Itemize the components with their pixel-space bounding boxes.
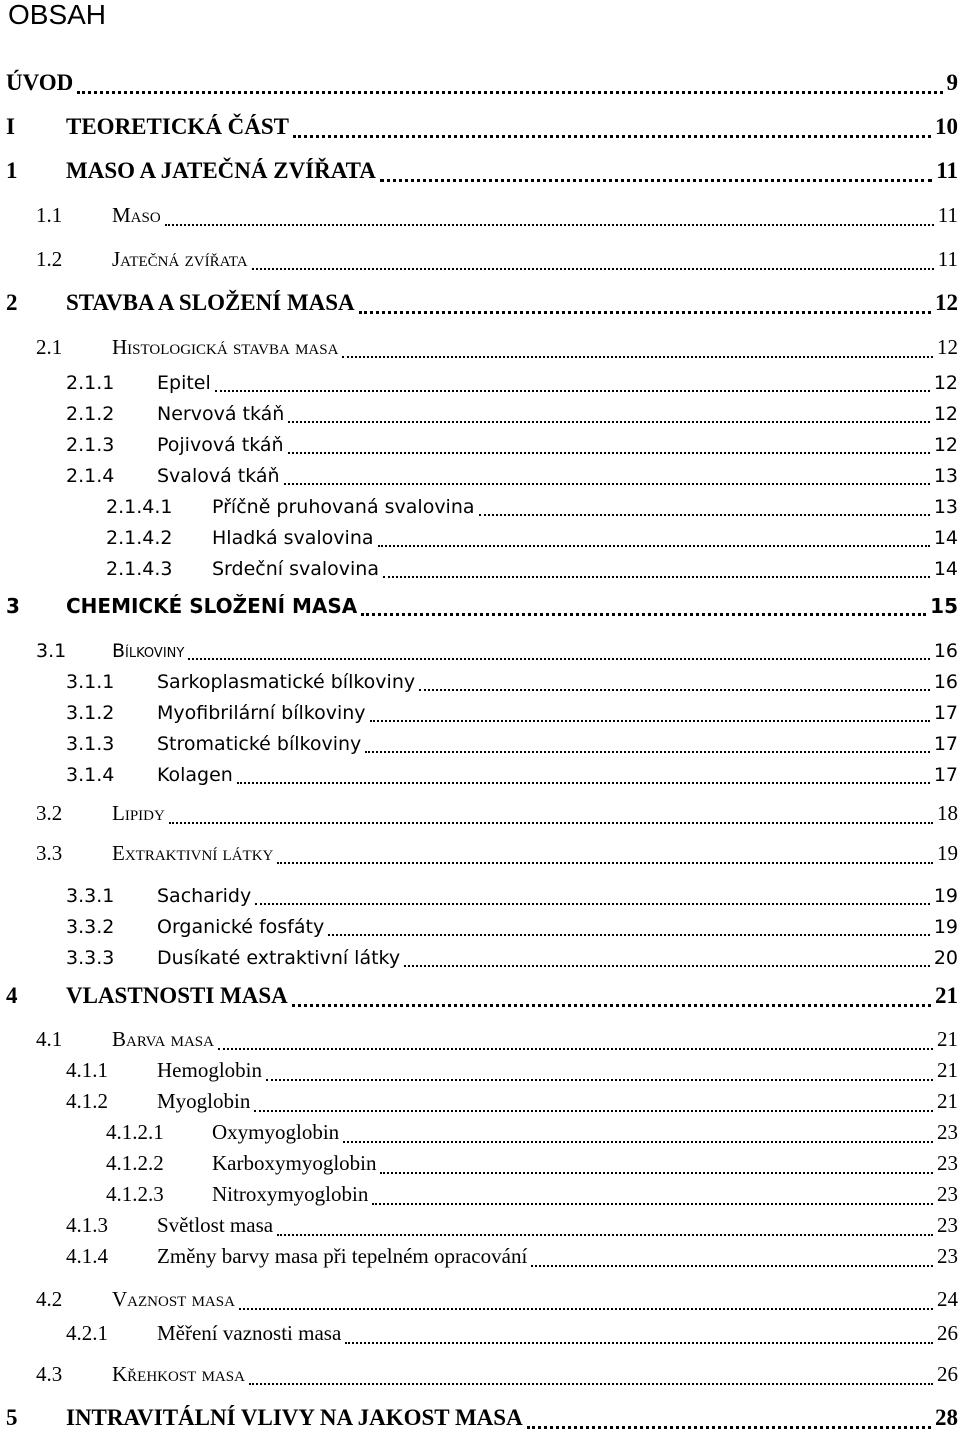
toc-entry-page: 23: [937, 1182, 958, 1206]
toc-entry-label: Svalová tkáň: [157, 465, 280, 487]
toc-entry-number: 4.1.3: [66, 1213, 108, 1237]
toc-entry[interactable]: [0, 114, 958, 144]
toc-entry[interactable]: [0, 1243, 958, 1273]
toc-entry[interactable]: [0, 492, 958, 522]
dot-leader: [293, 135, 931, 138]
toc-entry-number: 4.2: [36, 1287, 63, 1311]
toc-entry-number: 2.1.1: [66, 372, 115, 394]
toc-entry-page: 23: [937, 1120, 958, 1144]
toc-entry[interactable]: [0, 1212, 958, 1242]
toc-entry[interactable]: [0, 202, 958, 232]
toc-entry[interactable]: [0, 1320, 958, 1350]
toc-entry-label: Extraktivní látky: [112, 841, 274, 865]
toc-entry-label: Dusíkaté extraktivní látky: [157, 947, 401, 969]
toc-entry-number: 3.1.1: [66, 671, 115, 693]
toc-entry-page: 26: [937, 1362, 958, 1386]
toc-entry-page: 12: [937, 335, 958, 359]
dot-leader: [343, 1141, 933, 1143]
toc-entry[interactable]: [0, 334, 958, 364]
toc-entry[interactable]: [0, 881, 958, 911]
toc-entry-label: Srdeční svalovina: [212, 558, 379, 580]
toc-entry-page: 17: [933, 764, 958, 786]
dot-leader: [372, 1203, 933, 1205]
toc-entry-number: 4.1.4: [66, 1244, 108, 1268]
toc-entry-label: Nervová tkáň: [157, 403, 285, 425]
toc-entry-label: Měření vaznosti masa: [157, 1321, 342, 1345]
toc-entry-label: Nitroxymyoglobin: [212, 1182, 369, 1206]
dot-leader: [292, 1004, 931, 1007]
toc-entry-label: Histologická stavba masa: [112, 335, 339, 359]
toc-entry-label: Myoglobin: [157, 1089, 251, 1113]
toc-entry-number: 2: [6, 290, 18, 315]
toc-entry-label: Bílkoviny: [112, 640, 185, 662]
toc-entry-number: 2.1.4.2: [106, 527, 173, 549]
toc-entry-number: 2.1.4.1: [106, 496, 173, 518]
toc-entry-number: ÚVOD: [6, 70, 74, 95]
dot-leader: [288, 452, 930, 454]
toc-entry-page: 12: [933, 434, 958, 456]
toc-entry-number: 4.1.2.1: [106, 1120, 164, 1144]
toc-entry-number: 3.3: [36, 841, 63, 865]
toc-entry-number: 4.1.2: [66, 1089, 108, 1113]
dot-leader: [277, 1234, 933, 1236]
toc-entry[interactable]: [0, 729, 958, 759]
dot-leader: [266, 1079, 933, 1081]
toc-entry-label: Hladká svalovina: [212, 527, 374, 549]
toc-entry-number: 3: [6, 594, 20, 618]
toc-entry-label: Maso: [112, 203, 161, 227]
toc-entry-number: 3.1.4: [66, 764, 115, 786]
toc-entry-page: 21: [937, 1027, 958, 1051]
toc-entry-label: Epitel: [157, 372, 211, 394]
toc-entry-number: 4: [6, 983, 18, 1008]
toc-entry-label: Myofibrilární bílkoviny: [157, 702, 366, 724]
dot-leader: [419, 689, 930, 691]
toc-entry-label: Pojivová tkáň: [157, 434, 284, 456]
dot-leader: [218, 1048, 933, 1050]
toc-entry-label: Organické fosfáty: [157, 916, 325, 938]
toc-entry[interactable]: [0, 912, 958, 942]
toc-entry-number: 1: [6, 158, 18, 183]
toc-entry-number: 5: [6, 1405, 18, 1430]
toc-entry[interactable]: [0, 1119, 958, 1149]
dot-leader: [380, 1172, 933, 1174]
toc-entry-number: 2.1.4.3: [106, 558, 173, 580]
toc-entry-page: 9: [946, 70, 958, 95]
toc-entry[interactable]: [0, 523, 958, 553]
dot-leader: [527, 1426, 931, 1429]
dot-leader: [237, 782, 930, 784]
toc-entry-number: 4.1: [36, 1027, 63, 1051]
toc-entry-number: 4.1.1: [66, 1058, 108, 1082]
toc-entry-number: 4.1.2.3: [106, 1182, 164, 1206]
toc-entry-label: Jatečná zvířata: [112, 247, 248, 271]
toc-entry-page: 14: [933, 527, 958, 549]
toc-entry-label: Změny barvy masa při tepelném opracování: [157, 1244, 528, 1268]
toc-entry[interactable]: [0, 246, 958, 276]
toc-entry[interactable]: [0, 800, 958, 830]
toc-entry-label: VLASTNOSTI MASA: [66, 983, 288, 1008]
dot-leader: [404, 965, 930, 967]
dot-leader: [361, 613, 926, 616]
dot-leader: [345, 1342, 933, 1344]
page-title: OBSAH: [8, 0, 107, 30]
toc-entry-number: 3.1: [36, 640, 67, 662]
toc-entry-page: 28: [935, 1405, 958, 1430]
dot-leader: [328, 934, 930, 936]
dot-leader: [284, 483, 930, 485]
dot-leader: [188, 658, 930, 660]
toc-entry-number: 2.1.4: [66, 465, 115, 487]
dot-leader: [365, 751, 930, 753]
toc-entry-label: Barva masa: [112, 1027, 214, 1051]
toc-entry[interactable]: [0, 760, 958, 790]
dot-leader: [359, 311, 931, 314]
toc-entry-number: 3.2: [36, 801, 63, 825]
toc-entry-label: Karboxymyoglobin: [212, 1151, 377, 1175]
dot-leader: [254, 1110, 933, 1112]
toc-entry-page: 13: [933, 496, 958, 518]
toc-entry-label: Vaznost masa: [112, 1287, 235, 1311]
dot-leader: [252, 268, 934, 270]
toc-entry-page: 16: [933, 671, 958, 693]
toc-entry-page: 12: [933, 403, 958, 425]
toc-entry[interactable]: [0, 1026, 958, 1056]
dot-leader: [479, 514, 930, 516]
toc-entry-number: 1.1: [36, 203, 63, 227]
toc-entry[interactable]: [0, 1361, 958, 1391]
dot-leader: [255, 903, 930, 905]
toc-entry[interactable]: [0, 667, 958, 697]
toc-entry-number: I: [6, 114, 15, 139]
toc-entry-page: 16: [933, 640, 958, 662]
toc-entry-page: 26: [937, 1321, 958, 1345]
toc-entry-number: 3.3.3: [66, 947, 115, 969]
dot-leader: [277, 862, 933, 864]
toc-entry-page: 21: [937, 1058, 958, 1082]
toc-entry[interactable]: [0, 399, 958, 429]
toc-entry-number: 2.1.2: [66, 403, 115, 425]
toc-entry-page: 21: [935, 983, 958, 1008]
toc-entry[interactable]: [0, 636, 958, 666]
toc-entry[interactable]: [0, 430, 958, 460]
toc-entry[interactable]: [0, 70, 958, 100]
dot-leader: [215, 390, 930, 392]
toc-entry-page: 23: [937, 1213, 958, 1237]
toc-entry-page: 10: [935, 114, 958, 139]
toc-entry[interactable]: [0, 1286, 958, 1316]
toc-entry[interactable]: [0, 554, 958, 584]
toc-entry-label: Sacharidy: [157, 885, 252, 907]
toc-entry-page: 23: [937, 1151, 958, 1175]
toc-entry-label: Příčně pruhovaná svalovina: [212, 496, 475, 518]
dot-leader: [342, 356, 933, 358]
toc-entry[interactable]: [0, 368, 958, 398]
toc-entry[interactable]: [0, 983, 958, 1013]
dot-leader: [249, 1383, 933, 1385]
dot-leader: [370, 720, 930, 722]
dot-leader: [378, 545, 930, 547]
toc-entry-label: INTRAVITÁLNÍ VLIVY NA JAKOST MASA: [66, 1405, 523, 1430]
toc-entry-number: 2.1: [36, 335, 63, 359]
toc-entry-number: 4.2.1: [66, 1321, 108, 1345]
toc-entry[interactable]: [0, 1150, 958, 1180]
toc-entry-page: 13: [933, 465, 958, 487]
toc-entry-page: 15: [930, 594, 958, 618]
toc-entry-page: 11: [936, 158, 958, 183]
toc-entry-label: Lipidy: [112, 801, 165, 825]
toc-entry[interactable]: [0, 1088, 958, 1118]
toc-entry-label: Křehkost masa: [112, 1362, 245, 1386]
toc-entry-page: 12: [935, 290, 958, 315]
toc-entry[interactable]: [0, 840, 958, 870]
toc-entry-label: Oxymyoglobin: [212, 1120, 340, 1144]
toc-entry-label: MASO A JATEČNÁ ZVÍŘATA: [66, 158, 376, 183]
toc-entry-page: 18: [937, 801, 958, 825]
dot-leader: [77, 91, 943, 94]
toc-entry-number: 3.1.2: [66, 702, 115, 724]
toc-entry-page: 24: [937, 1287, 958, 1311]
toc-entry-label: Kolagen: [157, 764, 233, 786]
toc-entry[interactable]: [0, 1181, 958, 1211]
toc-entry-label: CHEMICKÉ SLOŽENÍ MASA: [66, 594, 358, 618]
toc-entry-number: 4.3: [36, 1362, 63, 1386]
dot-leader: [380, 179, 932, 182]
toc-entry-page: 23: [937, 1244, 958, 1268]
toc-entry-number: 3.3.2: [66, 916, 115, 938]
toc-entry-page: 21: [937, 1089, 958, 1113]
toc-entry-number: 1.2: [36, 247, 63, 271]
toc-entry[interactable]: [0, 158, 958, 188]
toc-entry-page: 12: [933, 372, 958, 394]
toc-entry[interactable]: [0, 698, 958, 728]
dot-leader: [239, 1308, 933, 1310]
toc-entry-label: STAVBA A SLOŽENÍ MASA: [66, 290, 355, 315]
toc-entry-label: Stromatické bílkoviny: [157, 733, 362, 755]
toc-entry-page: 19: [933, 885, 958, 907]
toc-entry-label: Sarkoplasmatické bílkoviny: [157, 671, 416, 693]
dot-leader: [165, 224, 934, 226]
toc-entry[interactable]: [0, 1405, 958, 1435]
dot-leader: [383, 576, 930, 578]
toc-entry-number: 2.1.3: [66, 434, 115, 456]
toc-entry[interactable]: [0, 592, 958, 622]
toc-entry-page: 17: [933, 702, 958, 724]
dot-leader: [531, 1265, 933, 1267]
toc-entry-page: 20: [933, 947, 958, 969]
toc-entry[interactable]: [0, 290, 958, 320]
toc-entry-label: TEORETICKÁ ČÁST: [66, 114, 290, 139]
toc-entry[interactable]: [0, 1057, 958, 1087]
toc-entry-number: 3.1.3: [66, 733, 115, 755]
toc-entry-page: 11: [937, 203, 958, 227]
toc-entry-page: 17: [933, 733, 958, 755]
toc-entry-number: 4.1.2.2: [106, 1151, 164, 1175]
toc-entry[interactable]: [0, 943, 958, 973]
toc-entry-label: Světlost masa: [157, 1213, 274, 1237]
toc-entry[interactable]: [0, 461, 958, 491]
toc-entry-label: Hemoglobin: [157, 1058, 262, 1082]
toc-entry-number: 3.3.1: [66, 885, 115, 907]
toc-entry-page: 19: [937, 841, 958, 865]
dot-leader: [169, 822, 933, 824]
dot-leader: [288, 421, 930, 423]
toc-entry-page: 11: [937, 247, 958, 271]
toc-entry-page: 19: [933, 916, 958, 938]
toc-entry-page: 14: [933, 558, 958, 580]
